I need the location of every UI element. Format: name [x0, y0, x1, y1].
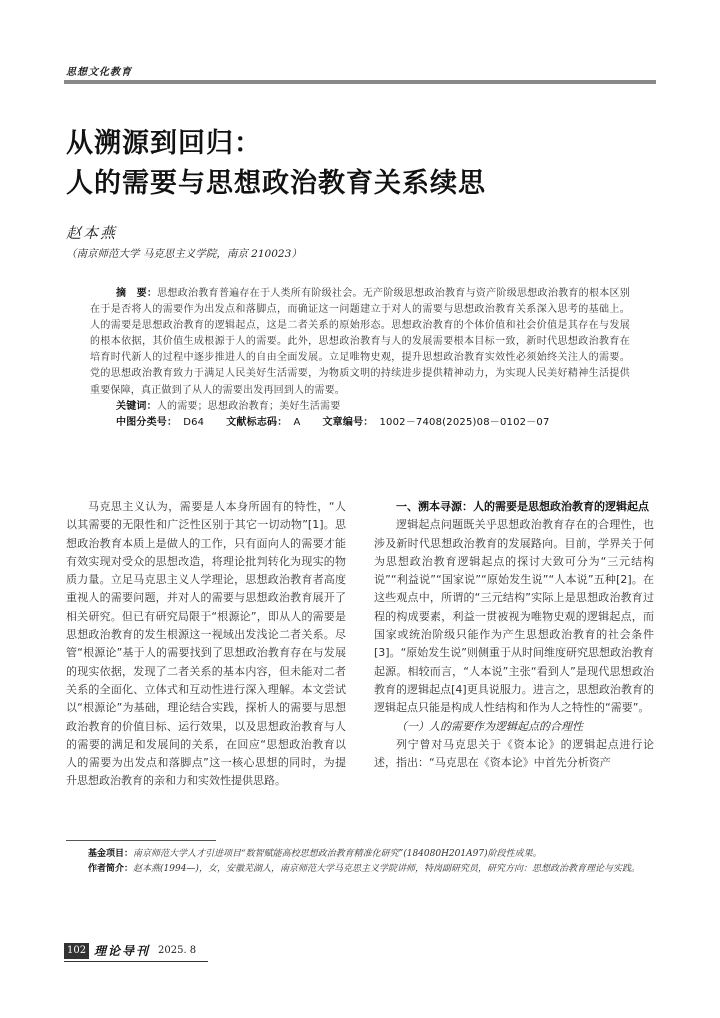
abstract-block: [90, 286, 630, 431]
abstract-label: 摘 要：: [116, 288, 158, 299]
section-label: 思想文化教育: [66, 67, 132, 78]
doc-code-label: 文献标志码：: [226, 416, 288, 428]
footer-rule: [64, 961, 208, 962]
title-line-1: 从溯源到回归：: [66, 128, 262, 159]
footnote-rule: [66, 840, 216, 841]
fund-label: 基金项目：: [88, 849, 134, 859]
keywords-text: 人的需要；思想政治教育；美好生活需要: [156, 400, 341, 412]
keywords-label: 关键词：: [116, 400, 157, 412]
clc-value: D64: [183, 416, 205, 428]
bio-note: [66, 862, 656, 877]
article-no-label: 文章编号：: [322, 416, 374, 428]
body-column-left: [66, 498, 346, 791]
subsection-1-paragraph: 列宁曾对马克思关于《资本论》的逻辑起点进行论述，指出：“马克思在《资本论》中首先分析资产: [374, 737, 654, 770]
author-affiliation: （南京师范大学 马克思主义学院，南京 210023）: [66, 248, 302, 260]
body-column-right: [374, 498, 654, 772]
journal-name: 理论导刊: [94, 944, 151, 958]
bio-text: 赵本燕(1994—)，女，安徽芜湖人，南京师范大学马克思主义学院讲师，特岗副研究员，研究方向：思想政治教育理论与实践。: [133, 864, 640, 874]
bio-label: 作者简介：: [88, 864, 134, 874]
article-no-value: 1002－7408(2025)08－0102－07: [379, 416, 550, 428]
clc-label: 中图分类号：: [116, 416, 178, 428]
fund-text: 南京师范大学人才引进项目“数智赋能高校思想政治教育精准化研究”(184080H201A97)阶段性成果。: [133, 849, 542, 859]
abstract-paragraph: [90, 286, 630, 399]
classification-line: [116, 415, 630, 431]
issue-number: 2025. 8: [158, 945, 197, 956]
abstract-text: 思想政治教育普遍存在于人类所有阶级社会。无产阶级思想政治教育与资产阶级思想政治教育的根本区别在于是否将人的需要作为出发点和落脚点，而确证这一问题建立于对人的需要与思想政治教育关系深入思考的基础上。人的需要是思想政治教育的逻辑起点，这是二者关系的原始形态。思想政治教育的个体价值和社会价值是其存在与发展的根本依据，其价值生成根源于人的需要。此外，思想政治教育与人的发展需要根本目标一致，新时代思想政治教育在培育时代新人的过程中逐步推进人的自由全面发展。立足唯物史观，提升思想政治教育实效性必须始终关注人的需要。党的思想政治教育致力于满足人民美好生活需要，为物质文明的持续进步提供精神动力，为实现人民美好精神生活提供重要保障，真正做到了从人的需要出发再回到人的需要。: [90, 288, 630, 396]
subsection-heading-1: （一）人的需要作为逻辑起点的合理性: [396, 719, 583, 733]
article-title: [66, 124, 656, 204]
fund-note: [66, 847, 656, 862]
section-1-paragraph: 逻辑起点问题既关乎思想政治教育存在的合理性，也涉及新时代思想政治教育的发展路向。目前，学界关于何为思想政治教育逻辑起点的探讨大致可分为“三元结构说”“利益说”“国家说”“原始发生说”“人本说”五种[2]。在这些观点中，所谓的“三元结构”实际上是思想政治教育过程的构成要素，利益一贯被视为唯物史观的逻辑起点，而国家或统治阶级只能作为产生思想政治教育的社会条件[3]。“原始发生说”则侧重于从时间维度研究思想政治教育起源。相较而言，“人本说”主张“看到人”是现代思想政治教育的逻辑起点[4]更具说服力。进言之，思想政治教育的逻辑起点只能是构成人性结构和作为人之特性的“需要”。: [374, 518, 654, 715]
footnotes: [66, 847, 656, 877]
section-heading-1: 一、溯本寻源：人的需要是思想政治教育的逻辑起点: [396, 500, 649, 513]
title-line-2: 人的需要与思想政治教育关系续思: [66, 168, 486, 199]
header-rule: [64, 80, 656, 84]
page-number: 102: [64, 943, 89, 959]
doc-code-value: A: [293, 416, 301, 428]
intro-paragraph: 马克思主义认为，需要是人本身所固有的特性，“人以其需要的无限性和广泛性区别于其它一切动物”[1]。思想政治教育本质上是做人的工作，只有面向人的需要才能有效实现对受众的思想改造，将理论批判转化为现实的物质力量。立足马克思主义人学理论，思想政治教育者高度重视人的需要问题，并对人的需要与思想政治教育展开了相关研究。但已有研究局限于“根源论”，即从人的需要是思想政治教育的发生根源这一视域出发浅论二者关系。尽管“根源论”基于人的需要找到了思想政治教育存在与发展的现实依据，发现了二者关系的基本内容，但未能对二者关系的全面化、立体式和互动性进行深入理解。本文尝试以“根源论”为基础，理论结合实践，探析人的需要与思想政治教育的价值目标、运行效果，以及思想政治教育与人的需要的满足和发展间的关系，在回应“思想政治教育以人的需要为出发点和落脚点”这一核心思想的同时，为提升思想政治教育的亲和力和实效性提供思路。: [66, 500, 346, 788]
author-name: 赵本燕: [66, 224, 118, 242]
keywords-line: [90, 399, 630, 415]
